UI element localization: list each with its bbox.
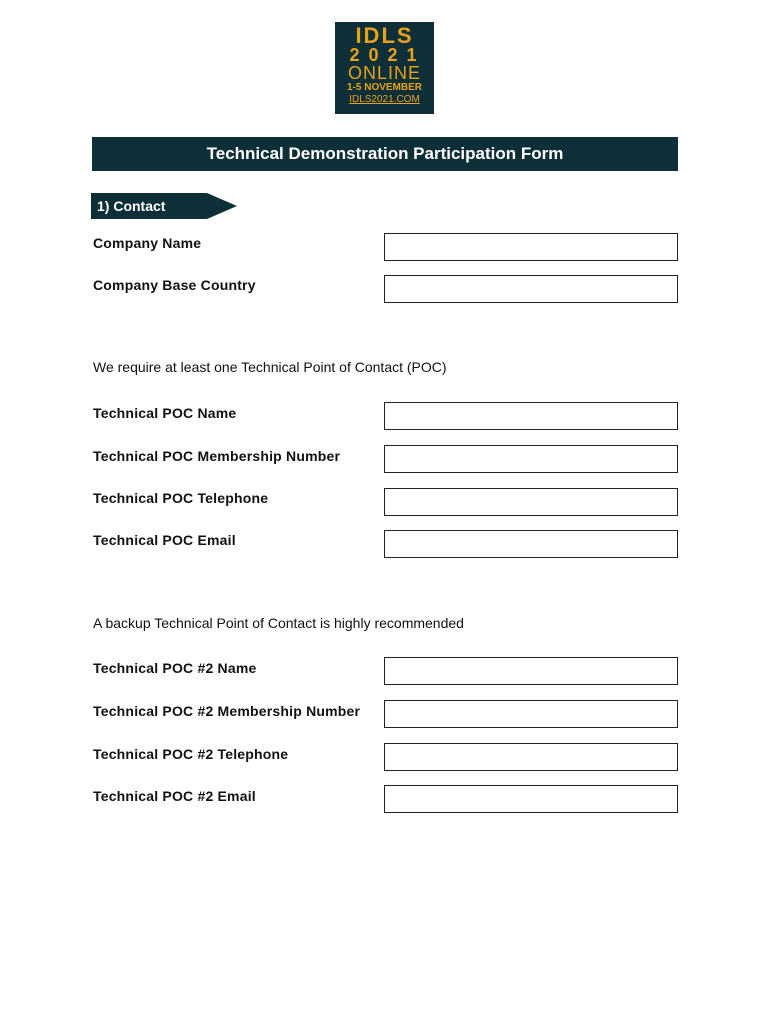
poc2-email-field[interactable] bbox=[384, 785, 678, 813]
backup-poc-note: A backup Technical Point of Contact is highly recommended bbox=[93, 615, 464, 631]
poc-name-field[interactable] bbox=[384, 402, 678, 430]
logo-year: 2021 bbox=[349, 45, 426, 65]
poc-email-field[interactable] bbox=[384, 530, 678, 558]
poc-telephone-label: Technical POC Telephone bbox=[93, 490, 269, 506]
poc2-membership-label: Technical POC #2 Membership Number bbox=[93, 703, 361, 719]
poc2-email-label: Technical POC #2 Email bbox=[93, 788, 256, 804]
company-base-country-label: Company Base Country bbox=[93, 277, 256, 293]
idls-logo bbox=[335, 22, 434, 114]
poc-telephone-field[interactable] bbox=[384, 488, 678, 516]
company-name-label: Company Name bbox=[93, 235, 202, 251]
poc-email-label: Technical POC Email bbox=[93, 532, 236, 548]
logo-dates: 1-5 NOVEMBER bbox=[346, 82, 422, 93]
company-name-field[interactable] bbox=[384, 233, 678, 261]
poc2-name-field[interactable] bbox=[384, 657, 678, 685]
poc-requirement-note: We require at least one Technical Point of Contact (POC) bbox=[93, 359, 447, 375]
logo-online: ONLINE bbox=[347, 63, 422, 83]
poc2-name-label: Technical POC #2 Name bbox=[93, 660, 257, 676]
poc-membership-field[interactable] bbox=[384, 445, 678, 473]
logo-title: IDLS bbox=[355, 23, 414, 48]
poc-name-label: Technical POC Name bbox=[93, 405, 237, 421]
poc2-membership-field[interactable] bbox=[384, 700, 678, 728]
form-title: Technical Demonstration Participation Form bbox=[92, 137, 678, 171]
logo-url: IDLS2021.COM bbox=[349, 94, 420, 105]
arrow-right-icon bbox=[207, 193, 237, 219]
company-base-country-field[interactable] bbox=[384, 275, 678, 303]
poc-membership-label: Technical POC Membership Number bbox=[93, 448, 341, 464]
poc2-telephone-field[interactable] bbox=[384, 743, 678, 771]
poc2-telephone-label: Technical POC #2 Telephone bbox=[93, 746, 289, 762]
section-contact-label: 1) Contact bbox=[91, 193, 207, 219]
section-contact-tab bbox=[91, 193, 237, 219]
